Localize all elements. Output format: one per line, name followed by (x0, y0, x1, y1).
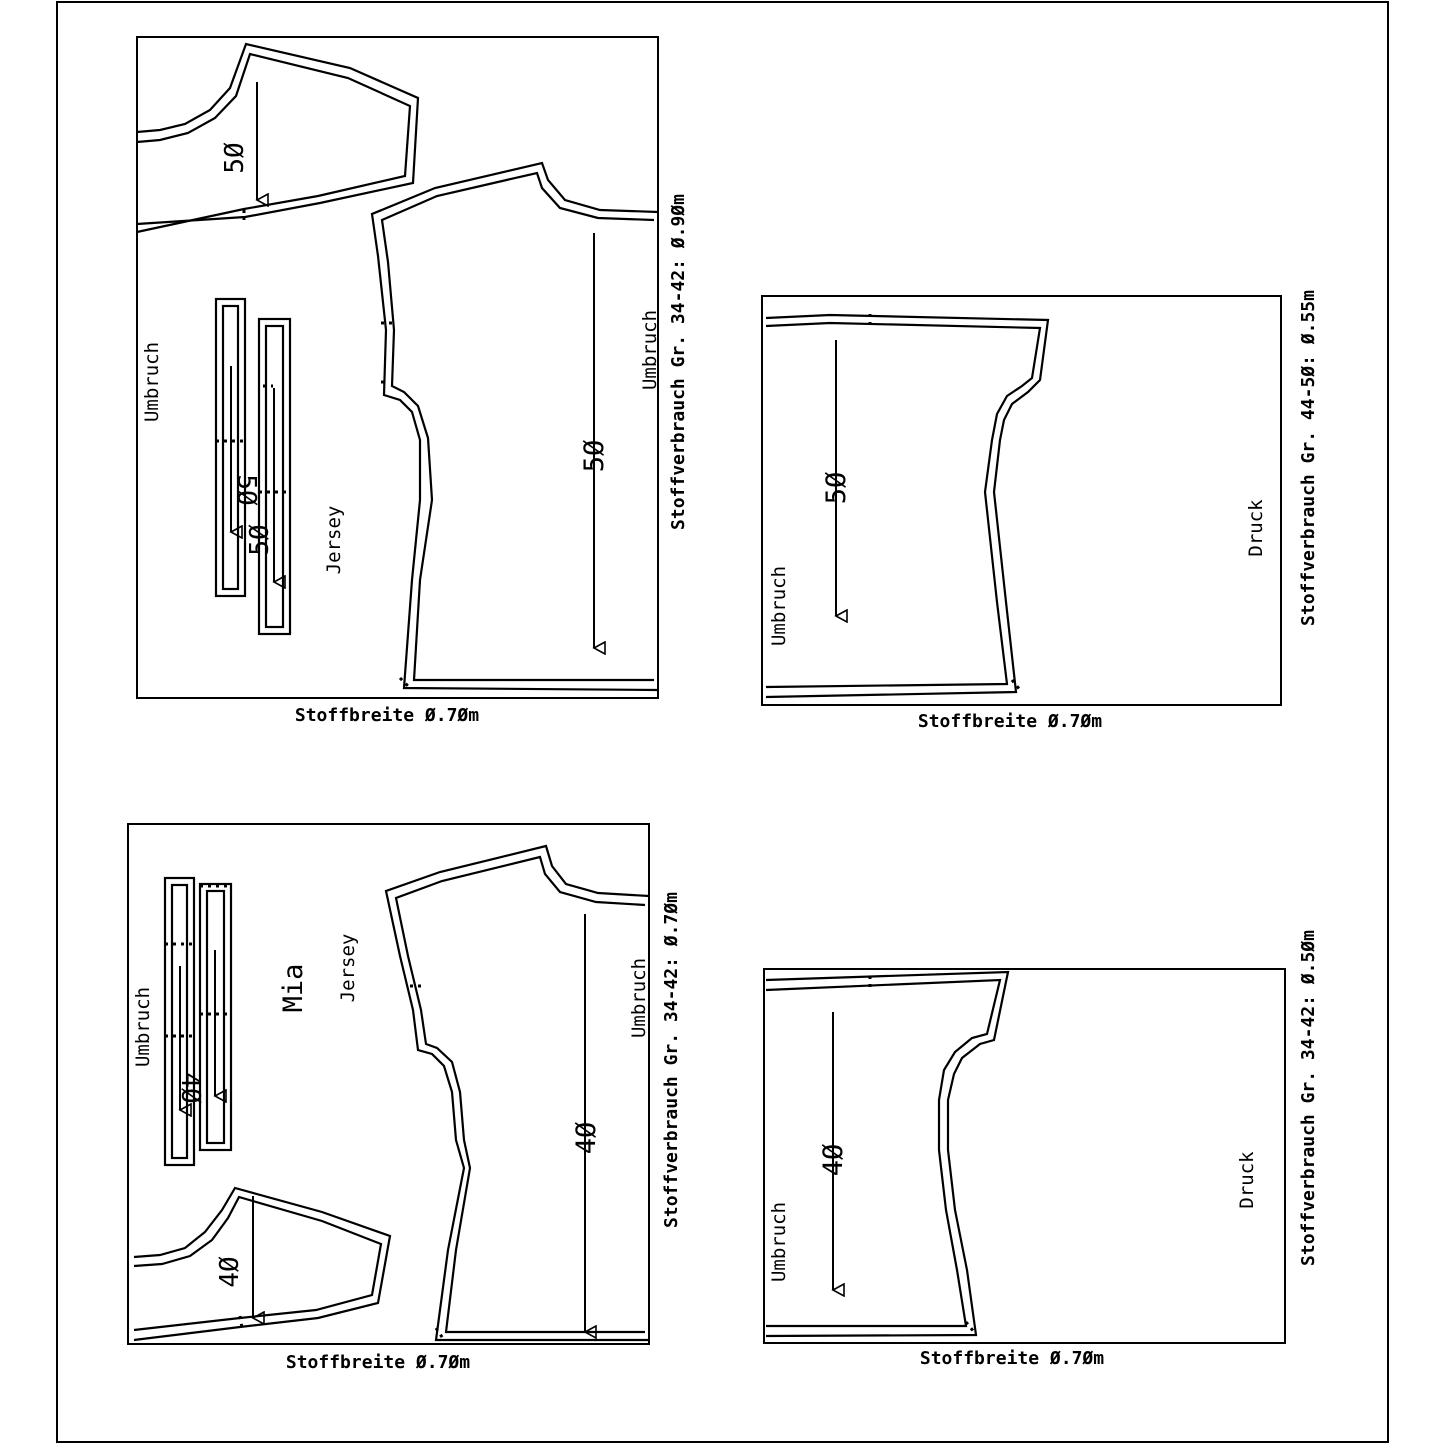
body-piece (386, 846, 649, 1340)
fold-label-right: Umbruch (628, 957, 650, 1039)
band1-size-label: 4Ø (175, 1072, 205, 1104)
fold-label-right: Umbruch (639, 309, 661, 391)
fabric-type-label: Jersey (337, 933, 359, 1003)
body-piece (372, 163, 658, 690)
layout-1 (137, 37, 689, 726)
fabric-width-label: Stoffbreite Ø.7Øm (919, 1348, 1105, 1369)
consumption-label: Stoffverbrauch Gr. 34-42: Ø.5Øm (1298, 930, 1319, 1266)
consumption-label: Stoffverbrauch Gr. 34-42: Ø.7Øm (661, 892, 682, 1228)
layout-title: Mia (278, 963, 309, 1013)
sleeve-piece (134, 1188, 390, 1340)
page-border (57, 2, 1388, 1442)
body-size-label: 5Ø (579, 439, 610, 473)
fabric-type-label: Druck (1236, 1151, 1258, 1209)
fold-label-left: Umbruch (132, 986, 154, 1068)
body-size-label: 4Ø (818, 1143, 849, 1177)
band2-size-label: 5Ø (245, 524, 275, 556)
layout-3 (128, 824, 682, 1373)
fold-label: Umbruch (768, 565, 790, 647)
neckband-2 (200, 884, 231, 1150)
layout-4 (764, 930, 1319, 1369)
fabric-width-label: Stoffbreite Ø.7Øm (285, 1352, 471, 1373)
fold-label-left: Umbruch (141, 341, 163, 423)
sleeve-size-label: 5Ø (220, 142, 250, 174)
band1-size-label: 5Ø (231, 474, 261, 506)
fabric-width-label: Stoffbreite Ø.7Øm (917, 711, 1103, 732)
sleeve-piece (137, 44, 418, 232)
body-piece (766, 314, 1048, 697)
consumption-label: Stoffverbrauch Gr. 44-5Ø: Ø.55m (1298, 290, 1319, 626)
fabric-width-label: Stoffbreite Ø.7Øm (294, 705, 480, 726)
fabric-type-label: Druck (1245, 499, 1267, 557)
sleeve-size-label: 4Ø (215, 1256, 245, 1288)
body-piece (766, 972, 1008, 1336)
fold-label: Umbruch (768, 1201, 790, 1283)
fabric-type-label: Jersey (323, 505, 345, 575)
consumption-label: Stoffverbrauch Gr. 34-42: Ø.9Øm (668, 194, 689, 530)
body-size-label: 5Ø (821, 471, 852, 505)
body-size-label: 4Ø (571, 1121, 602, 1155)
layout-2 (762, 290, 1319, 732)
